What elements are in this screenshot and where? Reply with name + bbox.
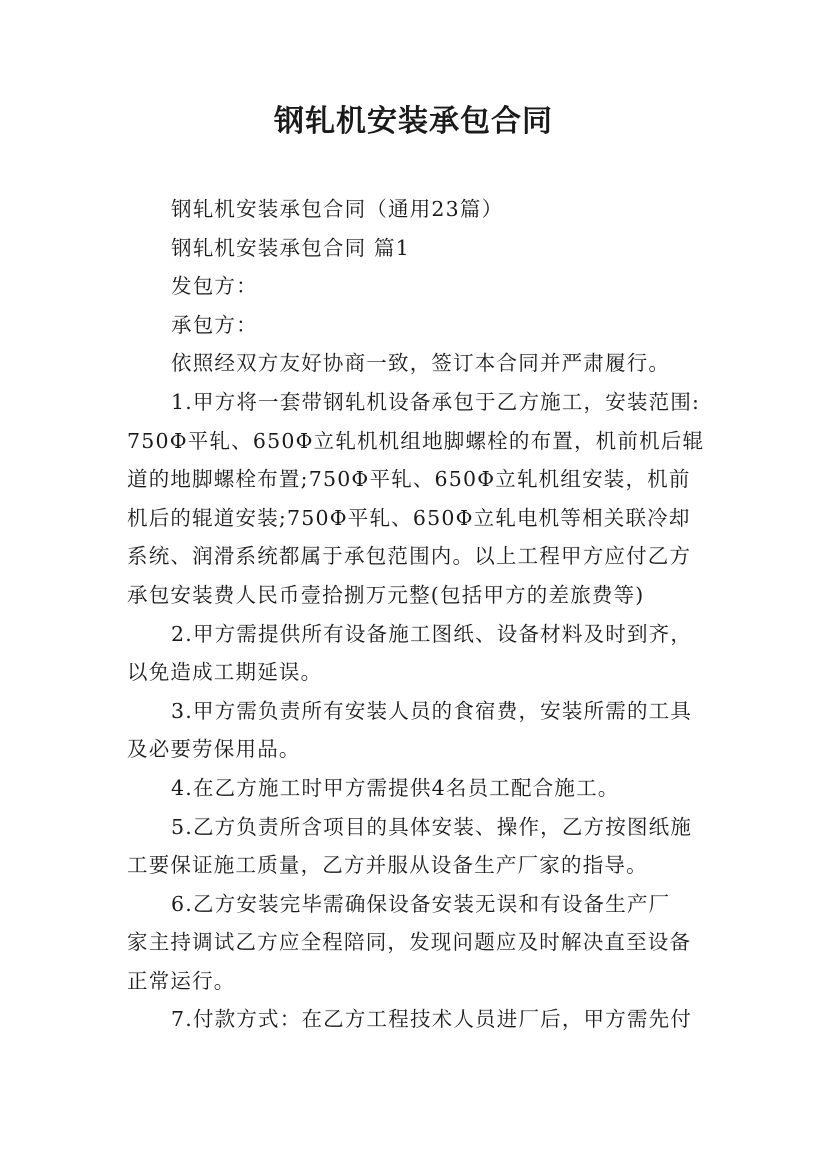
clause-6-line-2: 家主持调试乙方应全程陪同，发现问题应及时解决直至设备 <box>127 930 692 955</box>
clause-1-line-3: 道的地脚螺栓布置;750Φ平轧、650Φ立轧机组安装，机前 <box>127 467 691 492</box>
party-a-label: 发包方： <box>171 274 258 299</box>
clause-7-line-1: 7.付款方式：在乙方工程技术人员进厂后，甲方需先付 <box>171 1007 693 1032</box>
clause-6-line-3: 正常运行。 <box>127 968 236 993</box>
document-title: 钢轧机安装承包合同 <box>274 104 553 139</box>
intro-sentence: 依照经双方友好协商一致，签订本合同并严肃履行。 <box>171 351 671 376</box>
clause-1-line-6: 承包安装费人民币壹拾捌万元整(包括甲方的差旅费等) <box>127 582 645 607</box>
section-heading: 钢轧机安装承包合同 篇1 <box>171 235 410 260</box>
clause-2-line-1: 2.甲方需提供所有设备施工图纸、设备材料及时到齐， <box>171 621 693 646</box>
clause-1-line-2: 750Φ平轧、650Φ立轧机机组地脚螺栓的布置，机前机后辊 <box>127 428 705 453</box>
clause-2-line-2: 以免造成工期延误。 <box>127 660 323 685</box>
subtitle-line: 钢轧机安装承包合同（通用23篇） <box>171 197 504 221</box>
clause-4-line-1: 4.在乙方施工时甲方需提供4名员工配合施工。 <box>171 775 620 800</box>
clause-5-line-1: 5.乙方负责所含项目的具体安装、操作，乙方按图纸施 <box>171 814 693 839</box>
clause-5-line-2: 工要保证施工质量，乙方并服从设备生产厂家的指导。 <box>127 853 648 878</box>
clause-3-line-2: 及必要劳保用品。 <box>127 737 301 762</box>
document-body <box>127 190 717 1039</box>
clause-3-line-1: 3.甲方需负责所有安装人员的食宿费，安装所需的工具 <box>171 698 693 723</box>
party-b-label: 承包方： <box>171 312 258 337</box>
clause-1-line-4: 机后的辊道安装;750Φ平轧、650Φ立轧电机等相关联冷却 <box>127 505 691 530</box>
clause-1-line-5: 系统、润滑系统都属于承包范围内。以上工程甲方应付乙方 <box>127 544 692 569</box>
clause-6-line-1: 6.乙方安装完毕需确保设备安装无误和有设备生产厂 <box>171 891 671 916</box>
clause-1-line-1: 1.甲方将一套带钢轧机设备承包于乙方施工，安装范围: <box>171 389 701 414</box>
